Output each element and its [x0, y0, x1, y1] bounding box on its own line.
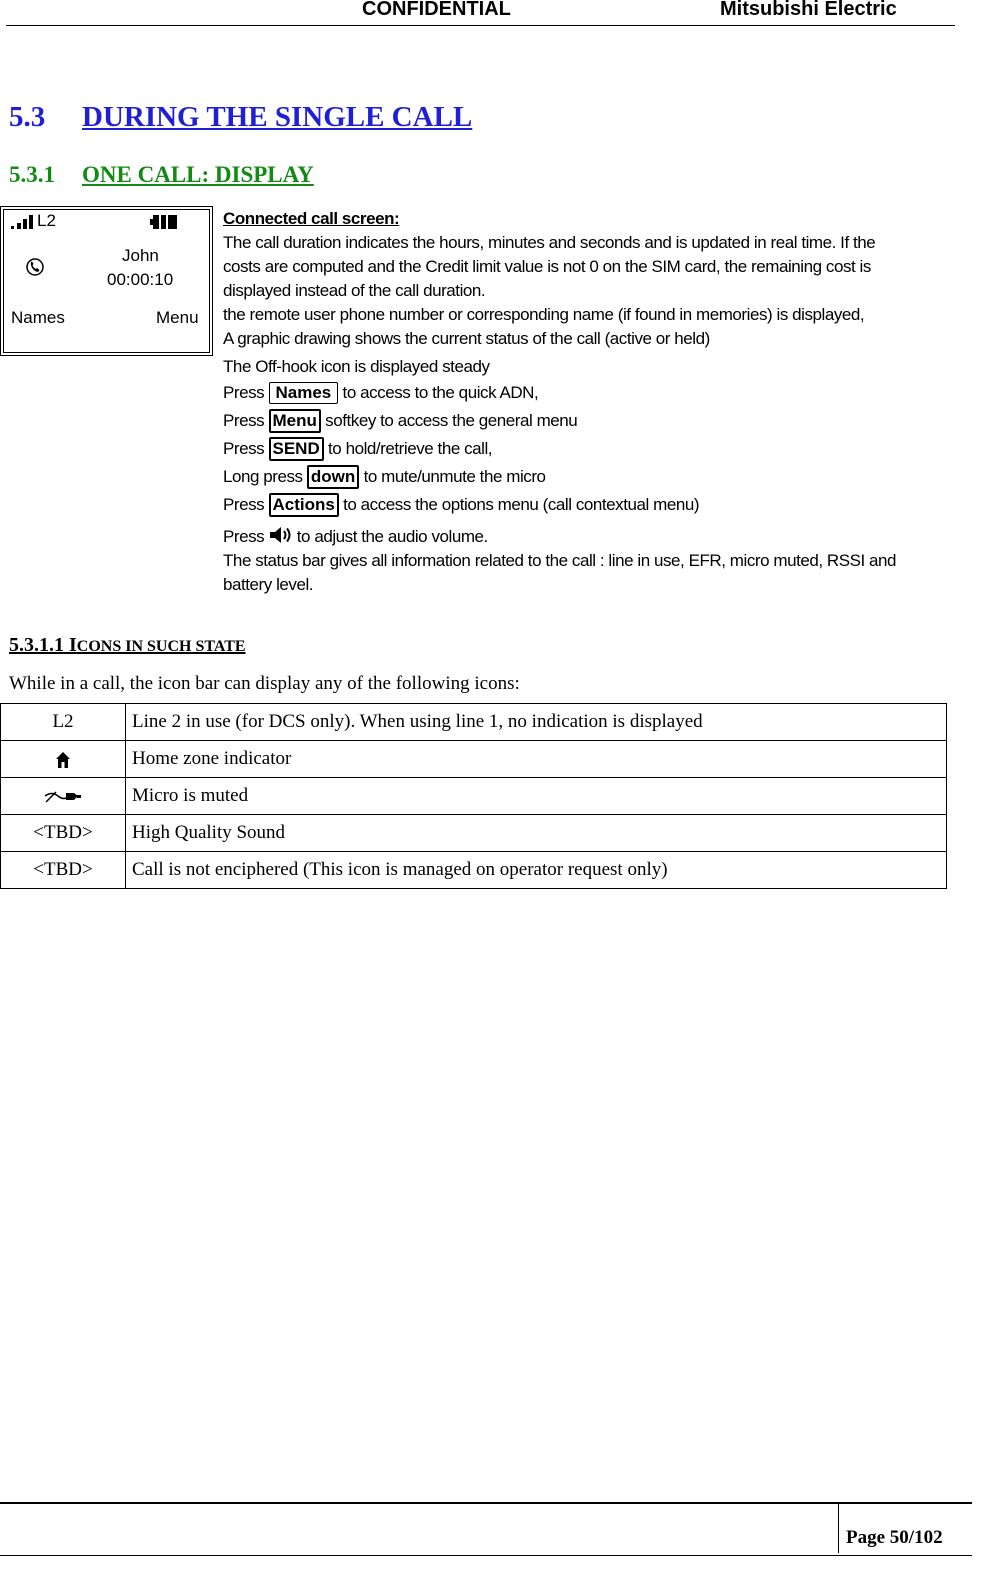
- battery-icon: [150, 215, 178, 229]
- press-label: Press: [223, 383, 265, 402]
- instruction-actions: [223, 493, 953, 517]
- instruction-send: [223, 437, 953, 461]
- press-label: Press: [223, 439, 265, 458]
- icons-title-rest: CONS IN SUCH STATE: [76, 638, 246, 655]
- page-label: Page: [846, 1527, 890, 1548]
- description-line: A graphic drawing shows the current status of the call (active or held): [223, 329, 710, 348]
- names-key: Names: [269, 382, 339, 404]
- subsection-number: 5.3.1: [9, 162, 55, 187]
- menu-key: Menu: [269, 409, 321, 433]
- section-heading: [9, 101, 472, 134]
- table-row: [1, 852, 947, 889]
- description-line: costs are computed and the Credit limit value is not 0 on the SIM card, the remaining cost is: [223, 257, 871, 276]
- footer-divider: [838, 1502, 839, 1553]
- instruction-volume: [223, 525, 953, 549]
- section-number: 5.3: [9, 101, 46, 133]
- icons-heading: [9, 634, 246, 657]
- icon-cell: <TBD>: [1, 852, 126, 889]
- icon-description: Call is not enciphered (This icon is managed on operator request only): [126, 852, 947, 889]
- table-row: [1, 741, 947, 778]
- icon-description: Micro is muted: [126, 778, 947, 815]
- description-line: The call duration indicates the hours, minutes and seconds and is updated in real time. If the: [223, 233, 876, 252]
- actions-key: Actions: [269, 493, 339, 517]
- icons-section-number: 5.3.1.1: [9, 634, 64, 656]
- status-bar-description: battery level.: [223, 575, 314, 594]
- header-rule: [6, 25, 955, 26]
- icon-cell: [1, 778, 126, 815]
- icon-cell: [1, 741, 126, 778]
- phone-display: [0, 206, 213, 356]
- table-row: [1, 815, 947, 852]
- status-bar-description: The status bar gives all information related to the call : line in use, EFR, micro muted, RSSI and: [223, 551, 897, 570]
- icons-intro: While in a call, the icon bar can display any of the following icons:: [9, 673, 520, 694]
- phone-screen: [3, 209, 210, 353]
- page-current: 50: [889, 1527, 909, 1548]
- subsection-heading: [9, 162, 314, 188]
- instruction-text: softkey to access the general menu: [325, 411, 578, 430]
- phone-call-duration: 00:00:10: [107, 270, 174, 289]
- send-key: SEND: [269, 437, 324, 461]
- phone-softkey-right[interactable]: Menu: [156, 308, 199, 327]
- call-screen-description: [223, 207, 953, 597]
- instruction-text: to mute/unmute the micro: [363, 467, 546, 486]
- phone-softkey-left[interactable]: Names: [11, 308, 65, 327]
- description-title: Connected call screen:: [223, 209, 400, 228]
- instruction-text: to access to the quick ADN,: [342, 383, 539, 402]
- icon-description: High Quality Sound: [126, 815, 947, 852]
- press-label: Press: [223, 411, 265, 430]
- icon-description: Home zone indicator: [126, 741, 947, 778]
- speaker-volume-icon: [269, 527, 293, 543]
- long-press-label: Long press: [223, 467, 303, 486]
- instruction-names: [223, 381, 953, 405]
- header-company: Mitsubishi Electric: [720, 0, 897, 20]
- offhook-phone-icon: [26, 258, 44, 276]
- description-line: displayed instead of the call duration.: [223, 281, 486, 300]
- section-title: DURING THE SINGLE CALL: [82, 101, 473, 133]
- description-line: the remote user phone number or corresponding name (if found in memories) is displayed,: [223, 305, 865, 324]
- subsection-title: ONE CALL: DISPLAY: [82, 162, 314, 187]
- table-row: [1, 778, 947, 815]
- micro-muted-icon: [44, 790, 82, 804]
- press-label: Press: [223, 495, 265, 514]
- press-label: Press: [223, 527, 265, 546]
- instruction-menu: [223, 409, 953, 433]
- down-key: down: [307, 465, 359, 489]
- icon-cell: <TBD>: [1, 815, 126, 852]
- description-line: The Off-hook icon is displayed steady: [223, 357, 490, 376]
- table-row: [1, 704, 947, 741]
- phone-caller-name: John: [122, 246, 159, 265]
- home-zone-icon: [55, 751, 71, 769]
- phone-line-label: L2: [37, 211, 56, 230]
- icon-cell: L2: [1, 704, 126, 741]
- icon-description: Line 2 in use (for DCS only). When using line 1, no indication is displayed: [126, 704, 947, 741]
- page-number: [846, 1527, 943, 1549]
- icons-table: [0, 703, 947, 889]
- instruction-text: to hold/retrieve the call,: [328, 439, 493, 458]
- instruction-down: [223, 465, 953, 489]
- instruction-text: to adjust the audio volume.: [296, 527, 488, 546]
- page-total: /102: [908, 1527, 943, 1548]
- footer-box: [0, 1502, 972, 1556]
- instruction-text: to access the options menu (call contextual menu): [343, 495, 700, 514]
- header-confidential: CONFIDENTIAL: [362, 0, 511, 20]
- icons-title-initial: I: [69, 634, 77, 656]
- signal-icon: [10, 214, 36, 230]
